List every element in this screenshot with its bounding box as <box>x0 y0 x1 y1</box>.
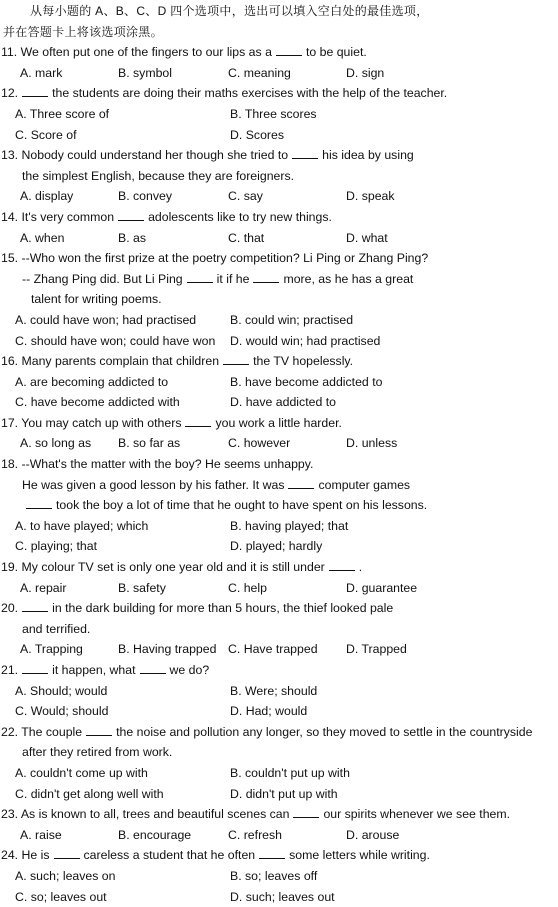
option-c: C. say <box>228 189 263 204</box>
options-row <box>0 63 558 84</box>
option-a: A. Three score of <box>15 106 110 121</box>
option-b: B. safety <box>118 580 166 595</box>
question-stem <box>0 413 558 434</box>
option-a: A. to have played; which <box>15 518 149 533</box>
options-row <box>0 228 558 249</box>
answer-blank <box>185 414 211 427</box>
question <box>0 42 558 83</box>
question-stem <box>0 804 558 825</box>
option-a: A. display <box>20 189 74 204</box>
question <box>0 454 558 557</box>
question-stem-continued <box>0 495 558 516</box>
answer-blank <box>22 661 48 674</box>
option-b: B. so far as <box>118 436 181 451</box>
stem-text: took the boy a lot of time that he ought to have spent on his lessons. <box>56 498 428 513</box>
options-row <box>0 784 558 805</box>
stem-text: to be quiet. <box>305 45 367 60</box>
stem-text: his idea by using <box>322 148 414 163</box>
options-row <box>0 392 558 413</box>
option-a: A. so long as <box>20 436 92 451</box>
options-row <box>0 331 558 352</box>
answer-blank <box>253 270 279 283</box>
option-c: C. meaning <box>228 65 291 80</box>
stem-text: 13. Nobody could understand her though she tried to <box>1 148 289 163</box>
stem-text: 23. As is known to all, trees and beautiful scenes can <box>1 807 290 822</box>
answer-blank <box>293 805 319 818</box>
stem-text: adolescents like to try new things. <box>148 209 332 224</box>
stem-text: careless a student that he often <box>83 848 256 863</box>
stem-text: 17. You may catch up with others <box>1 415 182 430</box>
option-a: A. mark <box>20 65 63 80</box>
stem-text: the students are doing their maths exercises with the help of the teacher. <box>52 86 448 101</box>
options-row <box>0 866 558 887</box>
answer-blank <box>187 270 213 283</box>
option-c: C. have become addicted with <box>15 395 180 410</box>
options-row <box>0 681 558 702</box>
stem-text: the noise and pollution any longer, so they moved to settle in the countryside <box>116 724 533 739</box>
option-d: D. unless <box>346 436 398 451</box>
answer-blank <box>140 661 166 674</box>
stem-text: computer games <box>318 477 411 492</box>
option-a: A. repair <box>20 580 67 595</box>
option-a: A. couldn't come up with <box>15 765 148 780</box>
stem-text: 12. <box>1 86 19 101</box>
question <box>0 413 558 454</box>
option-b: B. couldn't put up with <box>230 765 350 780</box>
stem-text: some letters while writing. <box>289 848 430 863</box>
question-stem <box>0 248 558 269</box>
option-c: C. should have won; could have won <box>15 333 216 348</box>
options-row <box>0 433 558 454</box>
stem-text: 16. Many parents complain that children <box>1 354 220 369</box>
stem-text: the TV hopelessly. <box>253 354 354 369</box>
option-b: B. Having trapped <box>118 642 217 657</box>
answer-blank <box>276 43 302 56</box>
option-d: D. played; hardly <box>230 539 323 554</box>
options-row <box>0 701 558 722</box>
option-d: D. speak <box>346 189 395 204</box>
question-stem <box>0 598 558 619</box>
option-a: A. when <box>20 230 65 245</box>
question-stem <box>0 207 558 228</box>
answer-blank <box>329 558 355 571</box>
option-a: A. could have won; had practised <box>15 312 197 327</box>
option-c: C. that <box>228 230 265 245</box>
answer-blank <box>54 846 80 859</box>
option-b: B. have become addicted to <box>230 374 383 389</box>
option-d: D. Trapped <box>346 642 407 657</box>
option-a: A. Trapping <box>20 642 83 657</box>
option-d: D. guarantee <box>346 580 418 595</box>
option-b: B. encourage <box>118 827 192 842</box>
stem-text: 11. We often put one of the fingers to our lips as a <box>1 45 272 60</box>
options-row <box>0 763 558 784</box>
option-c: C. however <box>228 436 291 451</box>
question-stem-continued <box>0 269 558 290</box>
option-c: C. Have trapped <box>228 642 318 657</box>
answer-blank <box>288 476 314 489</box>
stem-text: and terrified. <box>22 621 91 636</box>
question-stem <box>0 145 558 166</box>
option-a: A. are becoming addicted to <box>15 374 169 389</box>
answer-blank <box>22 599 48 612</box>
question <box>0 722 558 804</box>
option-d: D. Had; would <box>230 704 308 719</box>
stem-text: 14. It's very common <box>1 209 115 224</box>
stem-text: in the dark building for more than 5 hours, the thief looked pale <box>52 601 394 616</box>
option-a: A. Should; would <box>15 683 108 698</box>
question-stem <box>0 557 558 578</box>
options-row <box>0 310 558 331</box>
option-d: D. arouse <box>346 827 400 842</box>
answer-blank <box>118 208 144 221</box>
question <box>0 660 558 722</box>
question <box>0 145 558 207</box>
option-b: B. convey <box>118 189 172 204</box>
stem-text: it happen, what <box>52 663 136 677</box>
question <box>0 351 558 413</box>
answer-blank <box>259 846 285 859</box>
options-row <box>0 372 558 393</box>
answer-blank <box>86 723 112 736</box>
options-row <box>0 578 558 599</box>
option-b: B. could win; practised <box>230 312 354 327</box>
answer-blank <box>26 496 52 509</box>
stem-text: more, as he has a great <box>283 271 414 286</box>
stem-text: -- Zhang Ping did. But Li Ping <box>22 271 183 286</box>
option-d: D. what <box>346 230 388 245</box>
stem-text: the simplest English, because they are foreigners. <box>22 168 295 183</box>
option-d: D. such; leaves out <box>230 889 335 904</box>
option-d: D. would win; had practised <box>230 333 381 348</box>
option-a: A. such; leaves on <box>15 868 116 883</box>
question-stem <box>0 42 558 63</box>
options-row <box>0 125 558 146</box>
option-c: C. help <box>228 580 267 595</box>
question-stem <box>0 660 558 681</box>
question-stem-continued <box>0 475 558 496</box>
stem-text: our spirits whenever we see them. <box>323 807 511 822</box>
stem-text: 18. --What's the matter with the boy? He seems unhappy. <box>1 457 314 472</box>
question-stem <box>0 722 558 743</box>
stem-text: 15. --Who won the first prize at the poetry competition? Li Ping or Zhang Ping? <box>1 251 429 266</box>
options-row <box>0 104 558 125</box>
option-a: A. raise <box>20 827 62 842</box>
instruction-line-1: 从每小题的 A、B、C、D 四个选项中，选出可以填入空白处的最佳选项， <box>30 4 429 18</box>
options-row <box>0 639 558 660</box>
stem-text: . <box>358 560 363 575</box>
options-row <box>0 516 558 537</box>
option-b: B. Were; should <box>230 683 318 698</box>
question-stem <box>0 845 558 866</box>
option-b: B. Three scores <box>230 106 317 121</box>
question <box>0 845 558 907</box>
stem-text: 19. My colour TV set is only one year old and it is still under <box>1 560 325 575</box>
stem-text: talent for writing poems. <box>31 292 162 307</box>
answer-blank <box>292 146 318 159</box>
question-stem <box>0 351 558 372</box>
question-stem <box>0 454 558 475</box>
option-b: B. having played; that <box>230 518 349 533</box>
answer-blank <box>22 84 48 97</box>
option-c: C. playing; that <box>15 539 98 554</box>
question <box>0 83 558 145</box>
option-c: C. refresh <box>228 827 282 842</box>
option-c: C. Score of <box>15 127 77 142</box>
question-stem-continued <box>0 742 558 763</box>
question <box>0 598 558 660</box>
option-b: B. so; leaves off <box>230 868 318 883</box>
stem-text: we do? <box>169 663 210 677</box>
stem-text: 24. He is <box>1 848 50 863</box>
instruction-line-2: 并在答题卡上将该选项涂黑。 <box>3 24 163 39</box>
answer-blank <box>223 352 249 365</box>
stem-text: after they retired from work. <box>22 745 173 760</box>
question-stem-continued <box>0 289 558 310</box>
option-d: D. didn't put up with <box>230 786 338 801</box>
stem-text: 20. <box>1 601 19 616</box>
option-b: B. as <box>118 230 147 245</box>
stem-text: He was given a good lesson by his father. It was <box>22 477 285 492</box>
stem-text: it if he <box>216 271 250 286</box>
question-list <box>0 42 558 907</box>
options-row <box>0 825 558 846</box>
question-stem <box>0 83 558 104</box>
option-b: B. symbol <box>118 65 172 80</box>
option-c: C. so; leaves out <box>15 889 107 904</box>
option-c: C. Would; should <box>15 704 109 719</box>
question-stem-continued <box>0 619 558 640</box>
question <box>0 557 558 598</box>
stem-text: you work a little harder. <box>215 415 342 430</box>
question-stem-continued <box>0 166 558 187</box>
option-d: D. sign <box>346 65 385 80</box>
option-d: D. Scores <box>230 127 284 142</box>
options-row <box>0 536 558 557</box>
options-row <box>0 887 558 907</box>
option-d: D. have addicted to <box>230 395 336 410</box>
question <box>0 804 558 845</box>
stem-text: 22. The couple <box>1 724 83 739</box>
stem-text: 21. <box>1 663 19 677</box>
options-row <box>0 186 558 207</box>
question <box>0 248 558 351</box>
question <box>0 207 558 248</box>
option-c: C. didn't get along well with <box>15 786 164 801</box>
